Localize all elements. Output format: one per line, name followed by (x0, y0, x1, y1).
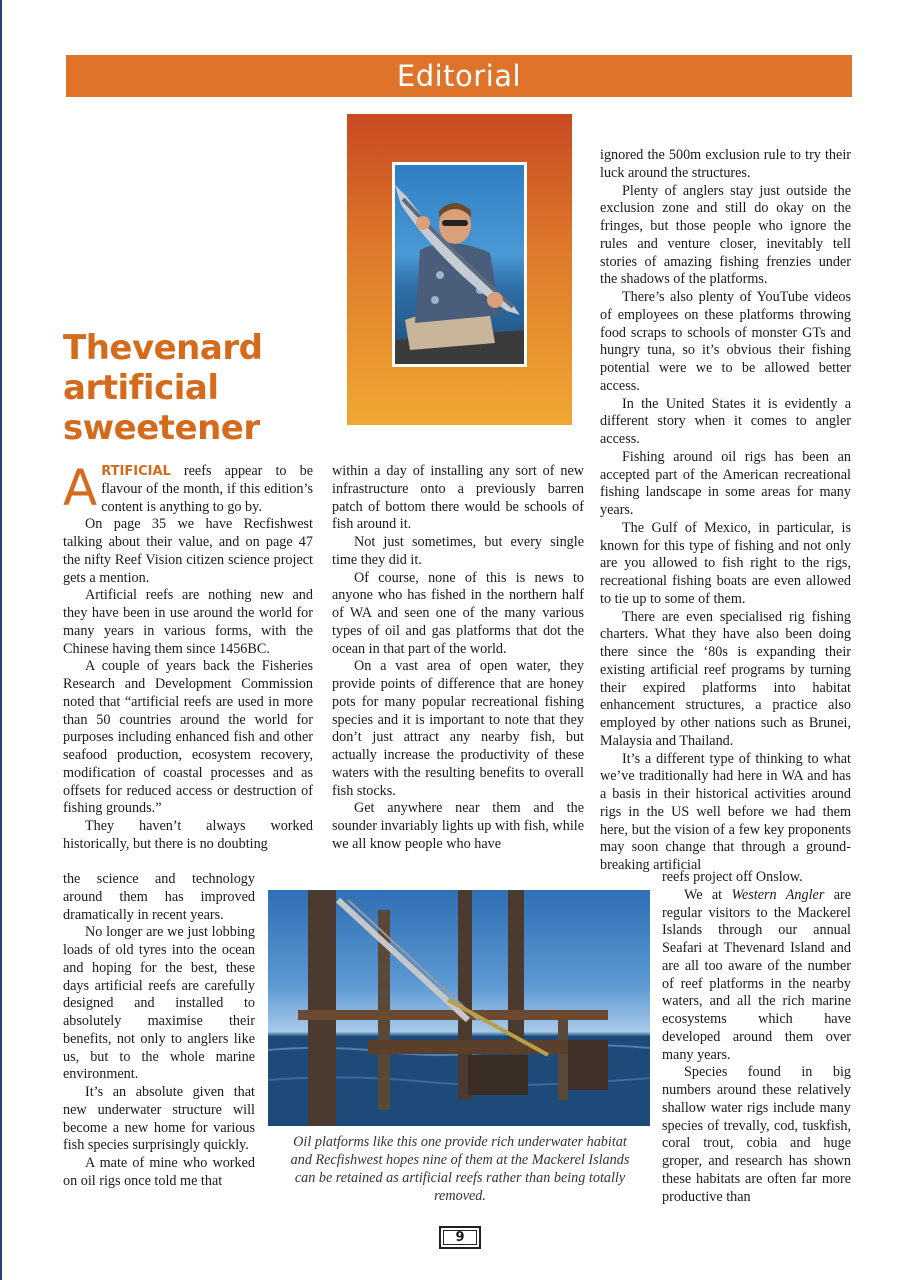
paragraph: ignored the 500m exclusion rule to try their luck around the structures. (600, 147, 851, 181)
paragraph: On page 35 we have Recfishwest talking about their value, and on page 47 the nifty Reef Vision citizen science project gets a mention. (63, 516, 313, 586)
paragraph: A couple of years back the Fisheries Research and Development Commission noted that “artificial reefs are used in more than 50 countries around the world for purposes including enhanced fish and other seafood production, ecosystem recovery, modification of coastal processes and as offsets for reduced access or destruction of fishing grounds.” (63, 658, 313, 817)
paragraph: A mate of mine who worked on oil rigs once told me that (63, 1155, 255, 1189)
paragraph: Species found in big numbers around these relatively shallow water rigs include many species of trevally, cod, tuskfish, coral trout, cobia and huge groper, and research has shown these habitats are often far more productive than (662, 1064, 851, 1205)
page-edge-line (0, 0, 2, 1280)
section-title: Editorial (396, 59, 522, 93)
angler-photo-frame (347, 114, 572, 425)
angler-with-mackerel-image (395, 165, 524, 364)
column-3-upper (600, 147, 851, 875)
headline-line-2: artificial (63, 368, 219, 408)
angler-photo (392, 162, 527, 367)
paragraph: reefs project off Onslow. (662, 869, 803, 885)
paragraph: Not just sometimes, but every single time they did it. (332, 534, 584, 568)
paragraph: They haven’t always worked historically, but there is no doubting (63, 818, 313, 852)
column-1-upper (63, 459, 313, 854)
article-headline (63, 328, 303, 448)
magazine-name: Western Angler (731, 886, 825, 903)
paragraph: Get anywhere near them and the sounder invariably lights up with fish, while we all know people who have (332, 800, 584, 852)
paragraph: In the United States it is evidently a different story when it comes to angler access. (600, 395, 851, 447)
paragraph: Artificial reefs are nothing new and they have been in use around the world for many years in various forms, with the Chinese having them since 1456BC. (63, 587, 313, 657)
paragraph: Plenty of anglers stay just outside the exclusion zone and still do okay on the fringes, but those people who ignore the rules and venture closer, inevitably tell stories of amazing fishing frenzies under the shadows of the platforms. (600, 182, 851, 288)
page-number: 9 (439, 1226, 481, 1249)
paragraph: within a day of installing any sort of new infrastructure onto a previously barren patch of bottom there would be schools of fish around it. (332, 463, 584, 533)
headline-line-3: sweetener (63, 408, 260, 448)
paragraph: No longer are we just lobbing loads of old tyres into the ocean and hoping for the best, these days artificial reefs are carefully designed and installed to absolutely maximise their benefits, not only to anglers like us, but to the whole marine environment. (63, 924, 255, 1083)
lead-word: RTIFICIAL (101, 464, 171, 479)
headline-line-1: Thevenard (63, 328, 263, 368)
paragraph: It’s an absolute given that new underwater structure will become a new home for various fish species surprisingly quickly. (63, 1084, 255, 1154)
section-banner (66, 55, 852, 97)
paragraph: The Gulf of Mexico, in particular, is known for this type of fishing and not only are you allowed to fish right to the rigs, recreational fishing boats are even allowed to tie up to some of them. (600, 519, 851, 607)
paragraph: Fishing around oil rigs has been an accepted part of the American recreational fishing landscape in some areas for many years. (600, 448, 851, 518)
oil-platform-photo (268, 890, 650, 1126)
column-2 (332, 463, 584, 854)
column-3-lower (662, 869, 851, 1206)
oil-platform-image (268, 890, 650, 1126)
paragraph: We at Western Angler are regular visitors to the Mackerel Islands through our annual Seafari at Thevenard Island and are all too aware of the number of reef platforms in the nearby waters, and all the rich marine ecosystems which have developed around them over many years. (662, 886, 852, 1063)
paragraph: On a vast area of open water, they provide points of difference that are honey pots for many popular recreational fishing species and it is important to note that they don’t just attract any nearby fish, but actually increase the productivity of these waters with the resulting benefits to overall fish stocks. (332, 658, 584, 799)
paragraph: It’s a different type of thinking to what we’ve traditionally had here in WA and has a basis in their historical activities around rigs in the US well before we had them here, but the vision of a few key proponents may soon change that through a ground-breaking artificial (600, 750, 851, 873)
paragraph: ARTIFICIAL reefs appear to be flavour of the month, if this edition’s content is anything to go by. (63, 459, 313, 517)
paragraph: There’s also plenty of YouTube videos of employees on these platforms throwing food scraps to schools of monster GTs and hungry tuna, so it’s obvious their fishing potential were we to be allowed better access. (600, 289, 851, 394)
paragraph: the science and technology around them has improved dramatically in recent years. (63, 871, 255, 923)
paragraph: There are even specialised rig fishing charters. What they have also been doing there since the ‘80s is expanding their existing artificial reef programs by turning their expired platforms into habitat enhancement structures, a practice also employed by other nations such as Brunei, Malaysia and Thailand. (600, 608, 851, 749)
photo-caption: Oil platforms like this one provide rich underwater habitat and Recfishwest hopes nine of them at the Mackerel Islands can be retained as artificial reefs rather than being totally removed. (290, 1134, 630, 1204)
drop-cap: A (63, 459, 98, 517)
paragraph: Of course, none of this is news to anyone who has fished in the northern half of WA and seen one of the many various types of oil and gas platforms that dot the ocean in that part of the world. (332, 569, 584, 657)
column-1-lower (63, 871, 255, 1191)
